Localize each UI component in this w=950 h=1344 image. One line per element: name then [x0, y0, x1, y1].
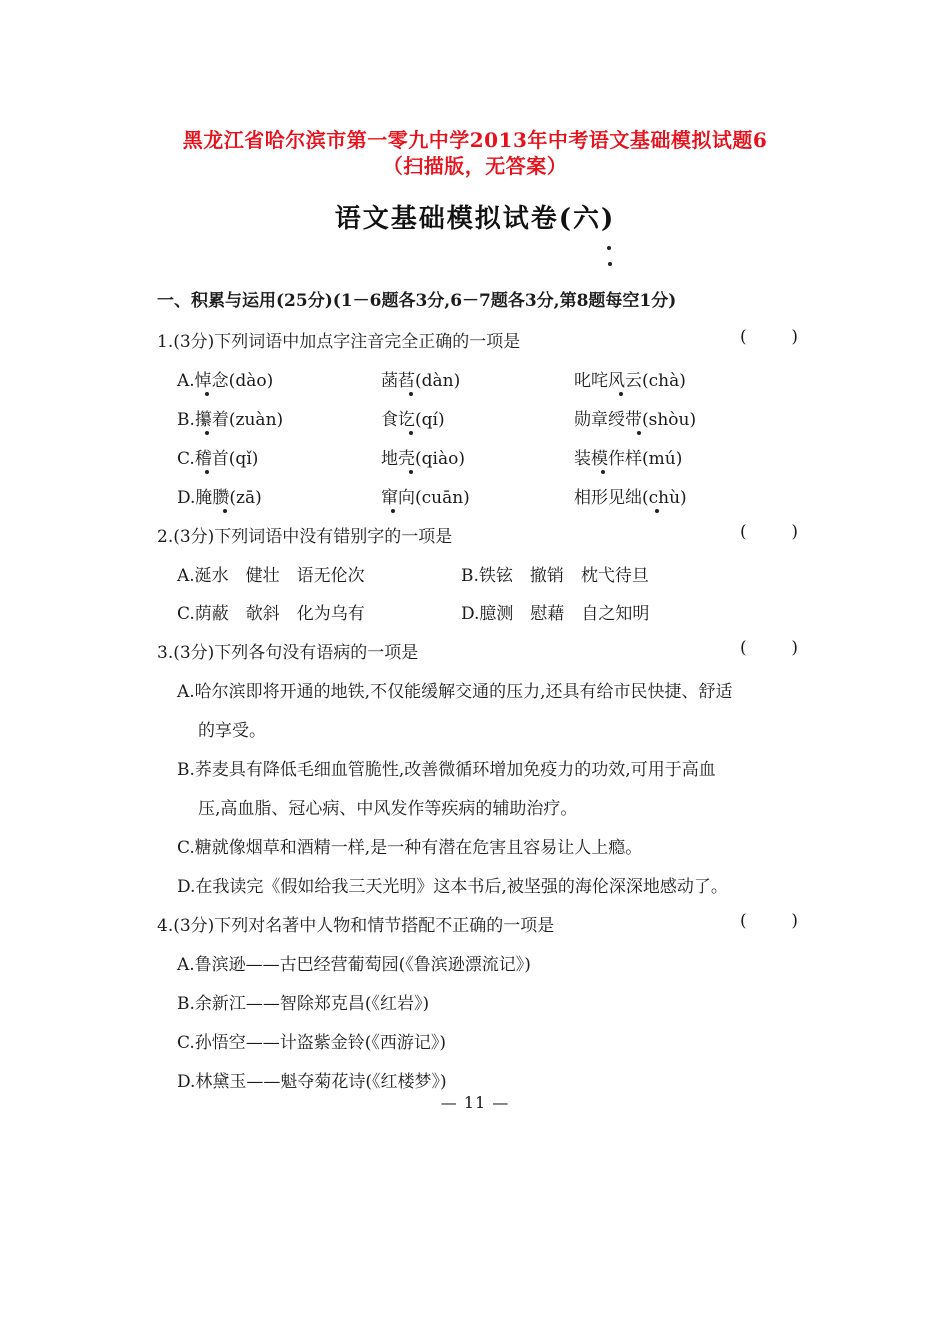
q3-option-a-line2: 的享受。: [198, 721, 266, 741]
answer-bracket: [740, 327, 798, 347]
emphasis-dot: [409, 392, 413, 396]
question-4-stem: 4.(3分)下列对名著中人物和情节搭配不正确的一项是: [157, 916, 555, 936]
emphasis-dot: [619, 392, 623, 396]
q3-option-d: D.在我读完《假如给我三天光明》这本书后,被坚强的海伦深深地感动了。: [177, 877, 728, 897]
q2-option-b: B.铁铉 撤销 枕弋待旦: [461, 566, 649, 586]
emphasis-dot: [637, 431, 641, 435]
q1-option-c1: C.稽首(qǐ): [177, 449, 259, 469]
bracket-close: ): [791, 327, 798, 347]
q1-option-d2: 窜向(cuān): [381, 488, 470, 508]
emphasis-dot: [391, 509, 395, 513]
blank-margin: [0, 1130, 950, 1344]
q4-option-b: B.余新江——智除郑克昌(《红岩》): [177, 994, 430, 1014]
bracket-open: (: [740, 522, 747, 542]
question-2-stem: 2.(3分)下列词语中没有错别字的一项是: [157, 527, 453, 547]
answer-bracket: [740, 638, 798, 658]
q1-option-c3: 装模作样(mú): [574, 449, 683, 469]
q3-option-a-line1: A.哈尔滨即将开通的地铁,不仅能缓解交通的压力,还具有给市民快捷、舒适: [177, 682, 733, 702]
bracket-open: (: [740, 911, 747, 931]
emphasis-dot: [409, 431, 413, 435]
document-title-line2: （扫描版，无答案）: [382, 154, 568, 178]
bracket-close: ): [791, 638, 798, 658]
page-number: — 11 —: [440, 1093, 510, 1112]
section-heading: 一、积累与运用(25分)(1－6题各3分,6－7题各3分,第8题每空1分): [157, 291, 677, 311]
scan-dot-mark: [608, 262, 612, 266]
q3-option-b-line1: B.荞麦具有降低毛细血管脆性,改善微循环增加免疫力的功效,可用于高血: [177, 760, 716, 780]
document-title-line1: 黑龙江省哈尔滨市第一零九中学2013年中考语文基础模拟试题6: [182, 128, 768, 152]
bracket-open: (: [740, 638, 747, 658]
exam-title: 语文基础模拟试卷(六): [334, 204, 616, 234]
q1-option-a1: A.悼念(dào): [177, 371, 274, 391]
question-1-stem: 1.(3分)下列词语中加点字注音完全正确的一项是: [157, 332, 521, 352]
q1-option-a3: 叱咤风云(chà): [574, 371, 686, 391]
q2-option-c: C.荫蔽 欹斜 化为乌有: [177, 604, 365, 624]
q2-option-d: D.臆测 慰藉 自之知明: [461, 604, 650, 624]
emphasis-dot: [601, 470, 605, 474]
q4-option-a: A.鲁滨逊——古巴经营葡萄园(《鲁滨逊漂流记》): [177, 955, 531, 975]
q4-option-c: C.孙悟空——计盗紫金铃(《西游记》): [177, 1033, 447, 1053]
bracket-close: ): [791, 911, 798, 931]
question-3-stem: 3.(3分)下列各句没有语病的一项是: [157, 643, 419, 663]
emphasis-dot: [655, 509, 659, 513]
q3-option-b-line2: 压,高血脂、冠心病、中风发作等疾病的辅助治疗。: [198, 799, 578, 819]
answer-bracket: [740, 911, 798, 931]
emphasis-dot: [205, 431, 209, 435]
q1-option-b3: 勋章绶带(shòu): [574, 410, 697, 430]
q1-option-d1: D.腌臜(zā): [177, 488, 262, 508]
emphasis-dot: [205, 470, 209, 474]
q1-option-b2: 食讫(qí): [381, 410, 445, 430]
scan-dot-mark: [607, 246, 611, 250]
bracket-open: (: [740, 327, 747, 347]
bracket-close: ): [791, 522, 798, 542]
q1-option-c2: 地壳(qiào): [381, 449, 465, 469]
q4-option-d: D.林黛玉——魁夺菊花诗(《红楼梦》): [177, 1072, 447, 1092]
q2-option-a: A.涎水 健壮 语无伦次: [177, 566, 365, 586]
q1-option-b1: B.攥着(zuàn): [177, 410, 284, 430]
emphasis-dot: [205, 392, 209, 396]
emphasis-dot: [223, 509, 227, 513]
emphasis-dot: [409, 470, 413, 474]
q1-option-a2: 菡萏(dàn): [381, 371, 461, 391]
q1-option-d3: 相形见绌(chù): [574, 488, 687, 508]
answer-bracket: [740, 522, 798, 542]
q3-option-c: C.糖就像烟草和酒精一样,是一种有潜在危害且容易让人上瘾。: [177, 838, 643, 858]
